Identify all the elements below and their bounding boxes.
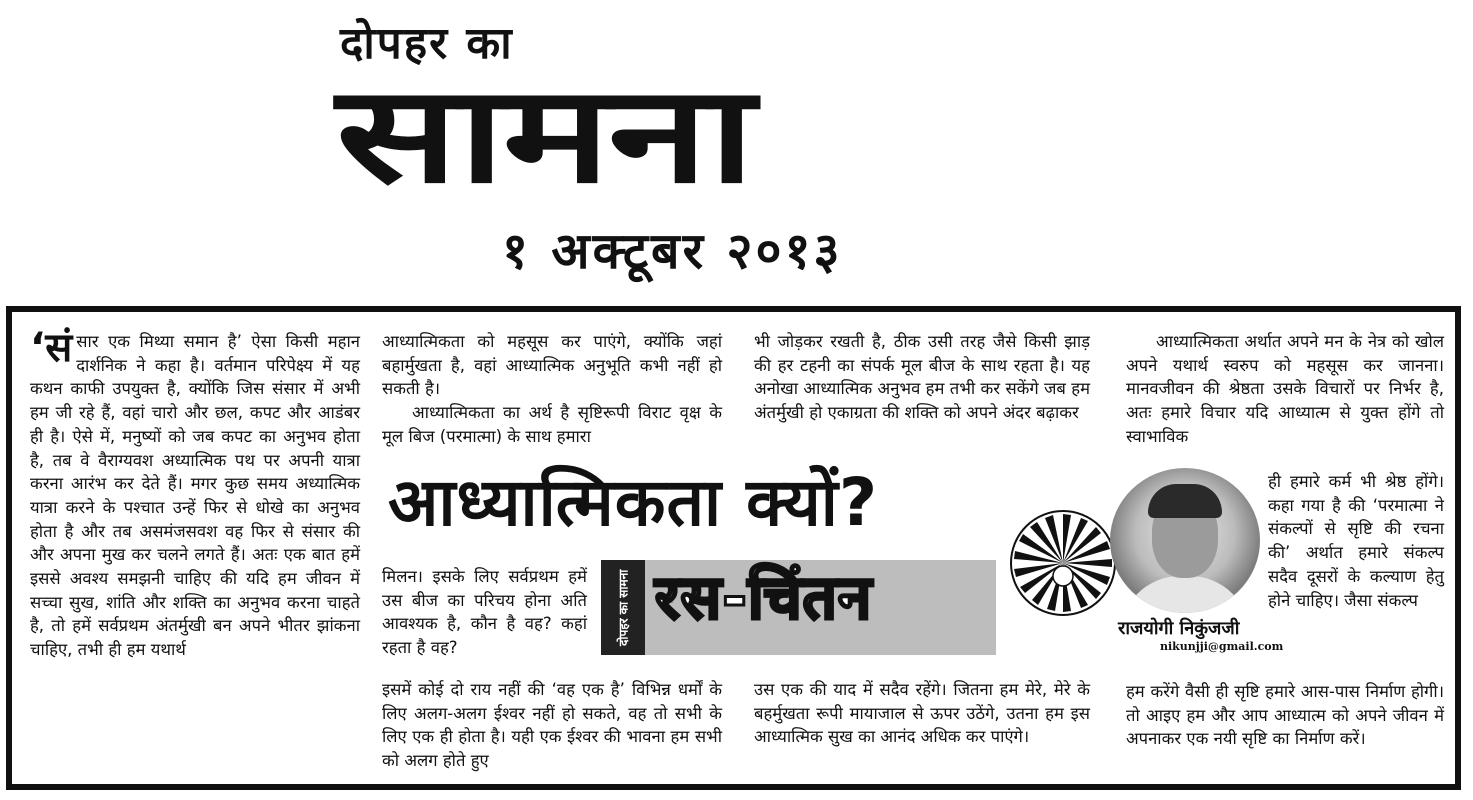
- column-4-para-1: आध्यात्मिकता अर्थात अपने मन के नेत्र को खोल अपने यथार्थ स्वरुप को महसूस कर जानना। मानवजीवन की श्रेष्ठता उसके विचारों पर निर्भर है, अतः हमारे विचार यदि आध्यात्म से युक्त होंगे तो स्वाभाविक: [1126, 332, 1444, 446]
- article-column-2-top: [382, 330, 722, 449]
- photo-shirt: [1120, 576, 1250, 613]
- drop-cap: ‘सं: [30, 325, 73, 371]
- article-column-2-bottom: [382, 678, 722, 773]
- section-title: रस-चिंतन: [655, 563, 873, 633]
- column-2-para-3: मिलन। इसके लिए सर्वप्रथम हमें उस बीज का परिचय होना अति आवश्यक है, कौन है वह? कहां रहता है वह?: [382, 567, 587, 658]
- article-column-4-mid: [1268, 470, 1444, 612]
- article-column-2-mid: [382, 565, 587, 660]
- masthead-top: दोपहर का: [340, 18, 514, 69]
- column-1-text: सार एक मिथ्या समान है’ ऐसा किसी महान दार्शनिक ने कहा है। वर्तमान परिपेक्ष्य में यह कथन काफी उपयुक्त है, क्योंकि जिस संसार में अभी हम जी रहे हैं, वहां चारो और छल, कपट और आडंबर ही है। ऐसे में, मनुष्यों को जब कपट का अनुभव होता है, तब वे वैराग्यवश अध्यात्मिक पथ पर अपनी यात्रा करना आरंभ कर देते हैं। मगर कुछ समय अध्यात्मिक यात्रा करने के पश्चात उन्हें फिर से धोखे का अनुभव होता है और तब असमंजसवश वह फिर से संसार की और अपना मुख कर चलने लगते हैं। अतः एक बात हमें इससे अवश्य समझनी चाहिए की यदि हम जीवन में सच्चा सुख, शांति और शक्ति का अनुभव करना चाहते है, तो हमें सर्वप्रथम अंतर्मुखी बन अपने भीतर झांकना चाहिए, तभी ही हम यथार्थ: [30, 332, 360, 660]
- article-headline: आध्यात्मिकता क्यों?: [388, 464, 879, 541]
- column-3-para-1: भी जोड़कर रखती है, ठीक उसी तरह जैसे किसी झाड़ की हर टहनी का संपर्क मूल बीज के साथ रहता है। यह अनोखा आध्यात्मिक अनुभव हम तभी कर सकेंगे जब हम अंतर्मुखी हो एकाग्रता की शक्ति को अपने अंदर बढ़ाकर: [754, 332, 1090, 423]
- column-3-para-2: उस एक की याद में सदैव रहेंगे। जितना हम मेरे, मेरे के बहर्मुखता रूपी मायाजाल से ऊपर उठेंगे, उतना हम इस आध्यात्मिक सुख का आनंद अधिक कर पाएंगे।: [754, 680, 1090, 747]
- column-4-para-3: हम करेंगे वैसी ही सृष्टि हमारे आस-पास निर्माण होगी। तो आइए हम और आप आध्यात्म को अपने जीवन में अपनाकर एक नयी सृष्टि का निर्माण करें।: [1126, 682, 1444, 749]
- article-column-3-bottom: [754, 678, 1090, 749]
- article-column-3-top: [754, 330, 1090, 425]
- issue-date: १ अक्टूबर २०१३: [502, 222, 843, 280]
- column-4-para-2: ही हमारे कर्म भी श्रेष्ठ होंगे। कहा गया है की ‘परमात्मा ने संकल्पों से सृष्टि की रचना की’ अर्थात हमारे संकल्प सदैव दूसरों के कल्याण हेतु होने चाहिए। जैसा संकल्प: [1268, 472, 1444, 610]
- article-column-4-bottom: [1126, 680, 1444, 751]
- article-column-4-top: [1126, 330, 1444, 449]
- column-2-para-2: आध्यात्मिकता का अर्थ है सृष्टिरूपी विराट वृक्ष के मूल बिज (परमात्मा) के साथ हमारा: [382, 403, 722, 446]
- masthead-name: सामना: [336, 57, 753, 213]
- article-column-1: [30, 325, 360, 662]
- author-name: राजयोगी निकुंजजी: [1118, 618, 1240, 639]
- section-banner: [601, 560, 996, 655]
- author-email: nikunjji@gmail.com: [1160, 640, 1284, 653]
- column-2-para-4: इसमें कोई दो राय नहीं की ‘वह एक है’ विभिन्न धर्मों के लिए अलग-अलग ईश्वर नहीं हो सकते, वह तो सभी के लिए एक ही होता है। यही एक ईश्वर की भावना हम सभी को अलग होते हुए: [382, 680, 722, 771]
- photo-hair: [1148, 484, 1222, 518]
- sunburst-emblem-icon: [1008, 508, 1118, 618]
- section-logo: दोपहर का सामना: [601, 560, 645, 655]
- author-photo: [1110, 468, 1260, 613]
- column-2-para-1: आध्यात्मिकता को महसूस कर पाएंगे, क्योंकि जहां बहार्मुखता है, वहां आध्यात्मिक अनुभूति कभी नहीं हो सकती है।: [382, 332, 722, 399]
